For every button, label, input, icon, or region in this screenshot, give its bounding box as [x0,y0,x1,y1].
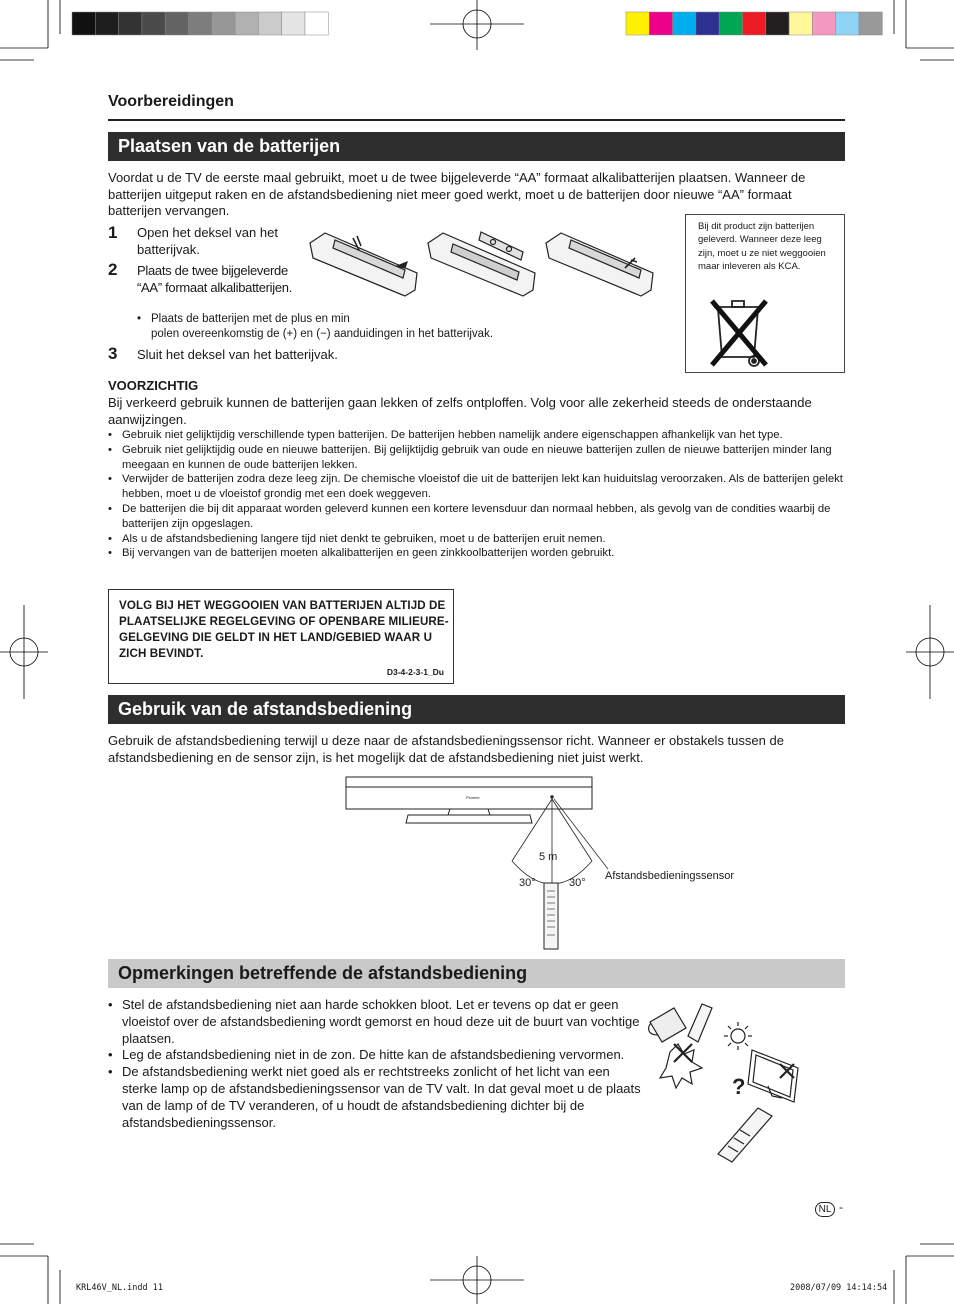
color-swatch [649,12,672,35]
remarks-list [108,997,643,1131]
caution-list [108,428,845,561]
disposal-warning-text: VOLG BIJ HET WEGGOOIEN VAN BATTERIJEN ALTIJD DE PLAATSELIJKE REGELGEVING OF OPENBARE MILIEURE-GELGEVING DIE GELDT IN HET LAND/GEBIED WAAR U ZICH BEVINDT. [119,599,449,660]
color-swatch [812,12,835,35]
remote-use-heading: Gebruik van de afstandsbediening [108,695,845,724]
svg-text:?: ? [732,1074,746,1099]
step-2-bullet: • [137,313,142,325]
color-swatch [859,12,882,35]
sun-icon [724,1022,752,1050]
sensor-label: Afstandsbedieningssensor [605,870,735,882]
caution-item: • Als u de afstandsbediening langere tijd niet denkt te gebruiken, moet u de batterijen eruit nemen. [108,532,845,547]
color-swatch [165,12,188,35]
color-swatch [235,12,258,35]
color-swatch [743,12,766,35]
caution-item: • De batterijen die bij dit apparaat worden geleverd kunnen een kortere levensduur dan normaal hebben, als gevolg van de condities waarbij de batterijen zijn opgeslagen. [108,502,845,532]
color-swatch [626,12,649,35]
crossed-bin-icon [704,295,774,369]
color-swatch [789,12,812,35]
remote-use-intro: Gebruik de afstandsbediening terwijl u deze naar de afstandsbedieningssensor richt. Wanneer er obstakels tussen de afstandsbediening en de sensor zijn, is het mogelijk dat de afstandsbediening niet juist werkt. [108,733,784,765]
step-1-number: 1 [108,223,118,242]
language-badge: NL [815,1202,835,1217]
color-swatch [142,12,165,35]
process-color-bar [626,12,882,35]
angle-right-label: 30° [569,877,586,889]
disposal-warning-box [108,589,454,684]
step-2-number: 2 [108,260,118,279]
tv-stand [406,815,532,823]
color-swatch [836,12,859,35]
page-dash: - [839,1200,843,1214]
caution-item: • Gebruik niet gelijktijdig oude en nieuwe batterijen. Bij gelijktijdig gebruik van oude en nieuwe batterijen zullen de nieuwe batterijen minder lang meegaan en kunnen de oude batterijen lekken. [108,443,845,473]
header-rule [108,119,845,121]
color-swatch [189,12,212,35]
color-swatch [119,12,142,35]
remote-close-cover [546,233,653,296]
step-3-number: 3 [108,344,118,363]
distance-label: 5 m [539,851,558,863]
remote-insert-batteries [428,232,535,296]
caution-item: • Verwijder de batterijen zodra deze leeg zijn. De chemische vloeistof die uit de batterijen lekt kan huiduitslag veroorzaken. Als de batterijen gelekt hebben, moet u de vloeistof grondig met een doek weggeven. [108,472,845,502]
remote-control-icon [718,1108,772,1162]
footer-file: KRL46V_NL.indd 11 [76,1283,163,1293]
tv-brand: Pioneer [466,795,480,800]
batteries-intro: Voordat u de TV de eerste maal gebruikt, moet u de twee bijgeleverde “AA” formaat alkalibatterijen plaatsen. Wanneer de batterijen uitgeput raken en de afstandsbediening niet meer goed werkt, moet u de batterijen door nieuwe “AA” formaat batterijen vervangen. [108,170,806,218]
ir-sensor [551,796,553,798]
color-swatch [305,12,328,35]
step-2-note-line1: Plaats de batterijen met de plus en min [151,313,350,325]
caution-title: VOORZICHTIG [108,378,199,393]
step-2-text: Plaats de twee bijgeleverde “AA” formaat alkalibatterijen. [137,263,293,295]
remark-item: • Leg de afstandsbediening niet in de zon. De hitte kan de afstandsbediening vervormen. [108,1047,643,1064]
section-header: Voorbereidingen [108,93,234,110]
kca-disposal-box [685,214,845,373]
color-swatch [766,12,789,35]
remarks-heading: Opmerkingen betreffende de afstandsbediening [108,959,845,988]
angle-left-label: 30° [519,877,536,889]
gray-color-bar [72,12,328,35]
color-swatch [95,12,118,35]
color-swatch [258,12,281,35]
kca-note: Bij dit product zijn batterijen geleverd. Wanneer deze leeg zijn, moet u ze niet weggooien maar inleveren als KCA. [698,221,826,272]
remark-item: • De afstandsbediening werkt niet goed als er rechtstreeks zonlicht of het licht van een sterke lamp op de afstandsbedieningssensor van de TV valt. In dat geval moet u de plaats van de lamp of de TV veranderen, of u houdt de afstandsbediening dichter bij de afstandsbedieningssensor. [108,1064,643,1131]
step-2-note-line2: polen overeenkomstig de (+) en (−) aanduidingen in het batterijvak. [151,328,494,340]
remote-care-illustration [640,998,845,1163]
battery-insertion-illustration [305,218,665,306]
color-swatch [282,12,305,35]
color-swatch [673,12,696,35]
color-swatch [696,12,719,35]
remote-open-cover [310,233,417,296]
batteries-heading: Plaatsen van de batterijen [108,132,845,161]
liquid-spill-warning [646,1004,712,1088]
remark-item: • Stel de afstandsbediening niet aan harde schokken bloot. Let er tevens op dat er geen vloeistof over de afstandsbediening wordt gemorst en houd deze uit de buurt van vochtige plaatsen. [108,997,643,1047]
tv-sunlight-warning [748,1050,798,1102]
step-3-text: Sluit het deksel van het batterijvak. [137,347,338,362]
caution-item: • Gebruik niet gelijktijdig verschillende typen batterijen. De batterijen hebben namelijk andere eigenschappen afhankelijk van het type. [108,428,845,443]
caution-intro: Bij verkeerd gebruik kunnen de batterijen gaan lekken of zelfs ontploffen. Volg voor alle zekerheid steeds de onderstaande aanwijzingen. [108,395,812,427]
color-swatch [72,12,95,35]
caution-item: • Bij vervangen van de batterijen moeten alkalibatterijen en geen zinkkoolbatterijen worden gebruikt. [108,546,845,561]
remote-sensor-diagram [340,775,610,955]
remote-control [544,883,558,949]
color-swatch [719,12,742,35]
footer-datetime: 2008/07/09 14:14:54 [790,1283,888,1293]
color-swatch [212,12,235,35]
disposal-code: D3-4-2-3-1_Du [386,667,444,677]
step-1-text: Open het deksel van het batterijvak. [137,225,278,257]
